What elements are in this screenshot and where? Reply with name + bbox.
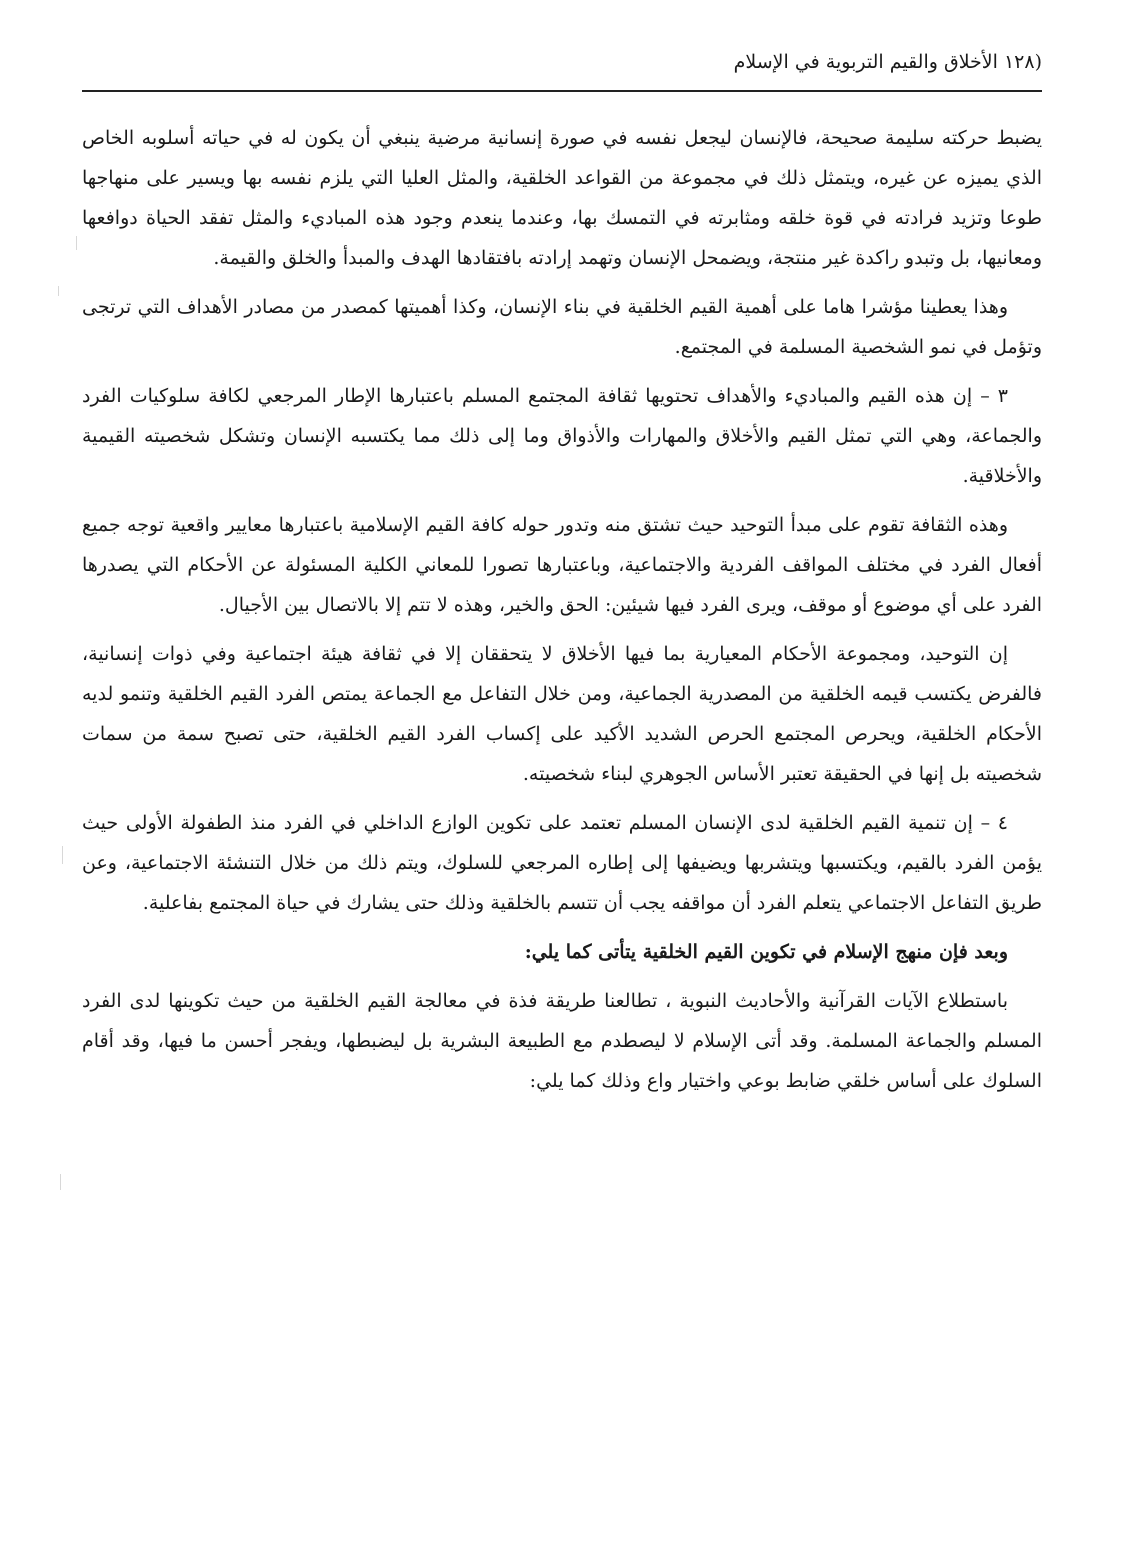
paragraph-7: باستطلاع الآيات القرآنية والأحاديث النبوية ، تطالعنا طريقة فذة في معالجة القيم الخلقية من حيث تكوينها لدى الفرد المسلم والجماعة المسلمة. وقد أتى الإسلام لا ليصطدم مع الطبيعة البشرية بل ليضبطها، ويفجر أحسن ما فيها، وقد أقام السلوك على أساس خلقي ضابط بوعي واختيار واع وذلك كما يلي:: [82, 990, 1042, 1092]
header-rule: [82, 90, 1042, 92]
section-heading: وبعد فإن منهج الإسلام في تكوين القيم الخلقية يتأتى كما يلي:: [524, 941, 1008, 963]
paragraph-5: إن التوحيد، ومجموعة الأحكام المعيارية بما فيها الأخلاق لا يتحققان إلا في ثقافة هيئة اجتماعية وفي ذوات إنسانية، فالفرض يكتسب قيمه الخلقية من المصدرية الجماعية، ومن خلال التفاعل مع الجماعة يمتص الفرد القيم الخلقية وتنمو لديه الأحكام الخلقية، ويحرص المجتمع الحرص الشديد الأكيد على إكساب الفرد القيم الخلقية، حتى تصبح سمة من سمات شخصيته بل إنها في الحقيقة تعتبر الأساس الجوهري لبناء شخصيته.: [82, 643, 1042, 785]
scan-margin-mark: [76, 236, 77, 250]
scan-margin-mark: [58, 286, 59, 296]
paragraph-6-numbered: ٤ – إن تنمية القيم الخلقية لدى الإنسان المسلم تعتمد على تكوين الوازع الداخلي في الفرد منذ الطفولة الأولى حيث يؤمن الفرد بالقيم، ويكتسبها ويتشربها ويضيفها إلى إطاره المرجعي للسلوك، ويتم ذلك من خلال التنشئة الاجتماعية، وعن طريق التفاعل الاجتماعي يتعلم الفرد أن مواقفه يجب أن تتسم بالخلقية وذلك حتى يشارك في حياة المجتمع بفاعلية.: [82, 812, 1042, 914]
scan-margin-mark: [60, 1174, 61, 1190]
paragraph-3-numbered: ٣ – إن هذه القيم والمباديء والأهداف تحتويها ثقافة المجتمع المسلم باعتبارها الإطار المرجعي لكافة سلوكيات الفرد والجماعة، وهي التي تمثل القيم والأخلاق والمهارات والأذواق وما إلى ذلك مما يكتسبه الإنسان وتشكل شخصيته القيمية والأخلاقية.: [82, 385, 1042, 487]
book-title: الأخلاق والقيم التربوية في الإسلام: [733, 51, 998, 73]
paragraph-4: وهذه الثقافة تقوم على مبدأ التوحيد حيث تشتق منه وتدور حوله كافة القيم الإسلامية باعتبارها معايير واقعية توجه جميع أفعال الفرد في مختلف المواقف الفردية والاجتماعية، وباعتبارها تصورا للمعاني الكلية المسئولة عن الأحكام التي يصدرها الفرد على أي موضوع أو موقف، ويرى الفرد فيها شيئين: الحق والخير، وهذه لا تتم إلا بالاتصال بين الأجيال.: [82, 514, 1042, 616]
scan-margin-mark: [62, 846, 63, 864]
paragraph-1: يضبط حركته سليمة صحيحة، فالإنسان ليجعل نفسه في صورة إنسانية مرضية ينبغي أن يكون له في حياته أسلوبه الخاص الذي يميزه عن غيره، ويتمثل ذلك في مجموعة من القواعد الخلقية، والمثل العليا التي يلزم نفسه بها ويسير على منهاجها طوعا وتزيد فرادته في قوة خلقه ومثابرته في التمسك بها، وعندما ينعدم وجود هذه المباديء والمثل تفقد الحياة دوافعها ومعانيها، بل وتبدو راكدة غير منتجة، ويضمحل الإنسان وتهمد إرادته بافتقادها الهدف والمبدأ والخلق والقيمة.: [82, 127, 1042, 269]
paragraph-2: وهذا يعطينا مؤشرا هاما على أهمية القيم الخلقية في بناء الإنسان، وكذا أهميتها كمصدر من مصادر الأهداف التي ترتجى وتؤمل في نمو الشخصية المسلمة في المجتمع.: [82, 296, 1042, 358]
page-number: (١٢٨: [1003, 51, 1042, 73]
running-header: [82, 48, 1042, 76]
body-text: [82, 118, 1042, 1110]
